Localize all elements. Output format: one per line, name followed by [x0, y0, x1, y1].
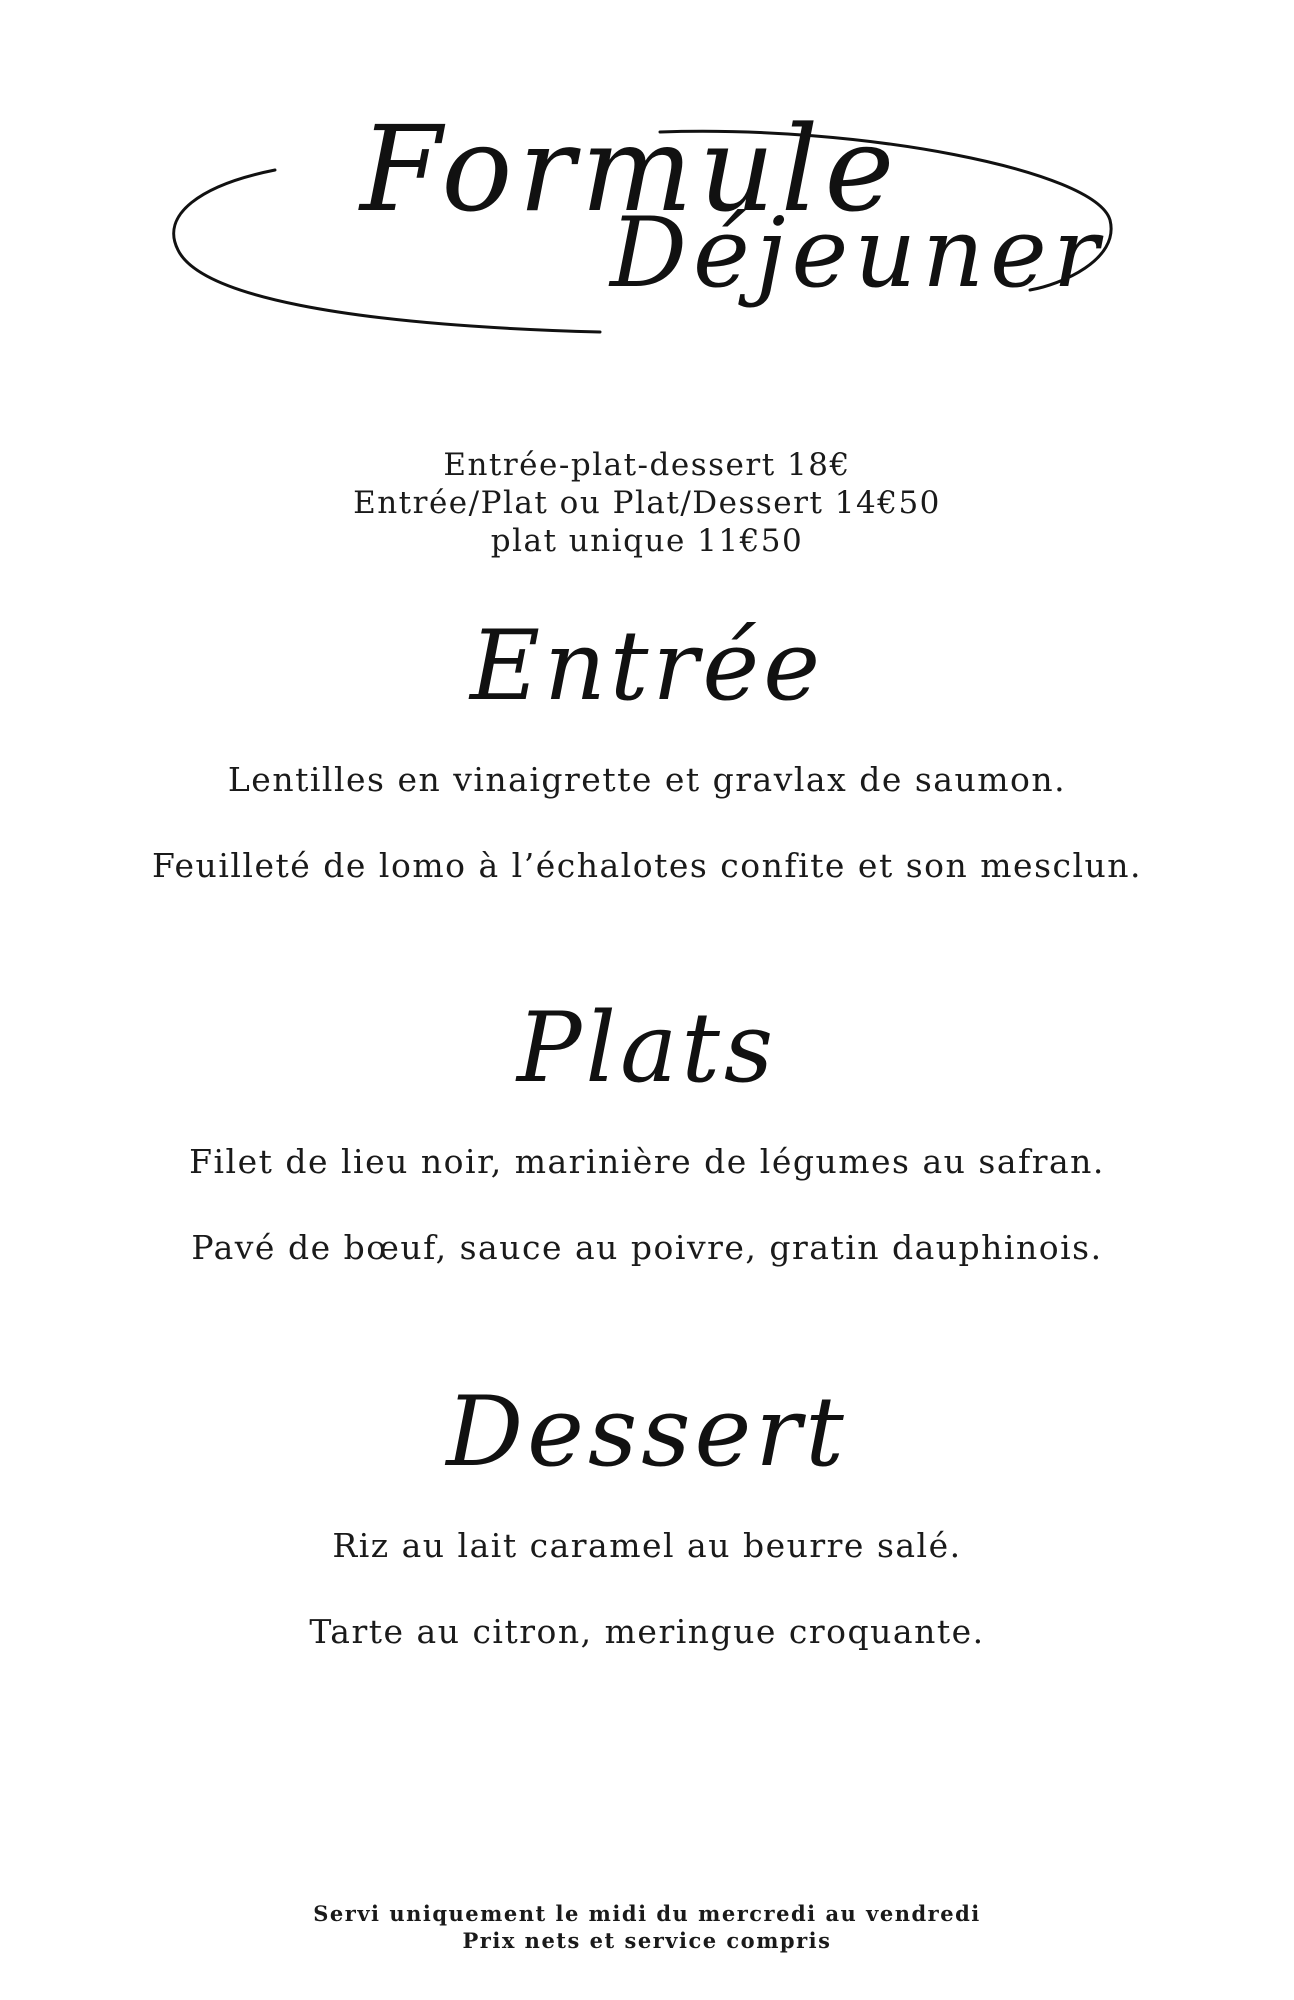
menu-title — [160, 100, 1140, 350]
price-line: plat unique 11€50 — [490, 523, 804, 559]
dish-item: Riz au lait caramel au beurre salé. — [332, 1526, 962, 1565]
price-line: Entrée-plat-dessert 18€ — [443, 447, 851, 483]
section-heading-entree: Entrée — [470, 610, 824, 722]
footer-note — [0, 1900, 1294, 1954]
price-line: Entrée/Plat ou Plat/Dessert 14€50 — [353, 485, 941, 521]
price-list — [0, 446, 1294, 560]
dish-item: Filet de lieu noir, marinière de légumes au safran. — [189, 1142, 1105, 1181]
dish-item: Lentilles en vinaigrette et gravlax de saumon. — [227, 760, 1067, 799]
dish-item: Tarte au citron, meringue croquante. — [309, 1612, 985, 1651]
title-formule: Formule — [360, 100, 901, 238]
dish-item: Feuilleté de lomo à l’échalotes confite et son mesclun. — [151, 846, 1143, 885]
section-heading-dessert: Dessert — [446, 1376, 848, 1488]
dish-item: Pavé de bœuf, sauce au poivre, gratin dauphinois. — [191, 1228, 1103, 1267]
footer-line: Prix nets et service compris — [462, 1928, 832, 1953]
title-dejeuner: Déjeuner — [610, 197, 1105, 309]
footer-line: Servi uniquement le midi du mercredi au vendredi — [313, 1901, 981, 1926]
section-heading-plats: Plats — [516, 992, 778, 1104]
